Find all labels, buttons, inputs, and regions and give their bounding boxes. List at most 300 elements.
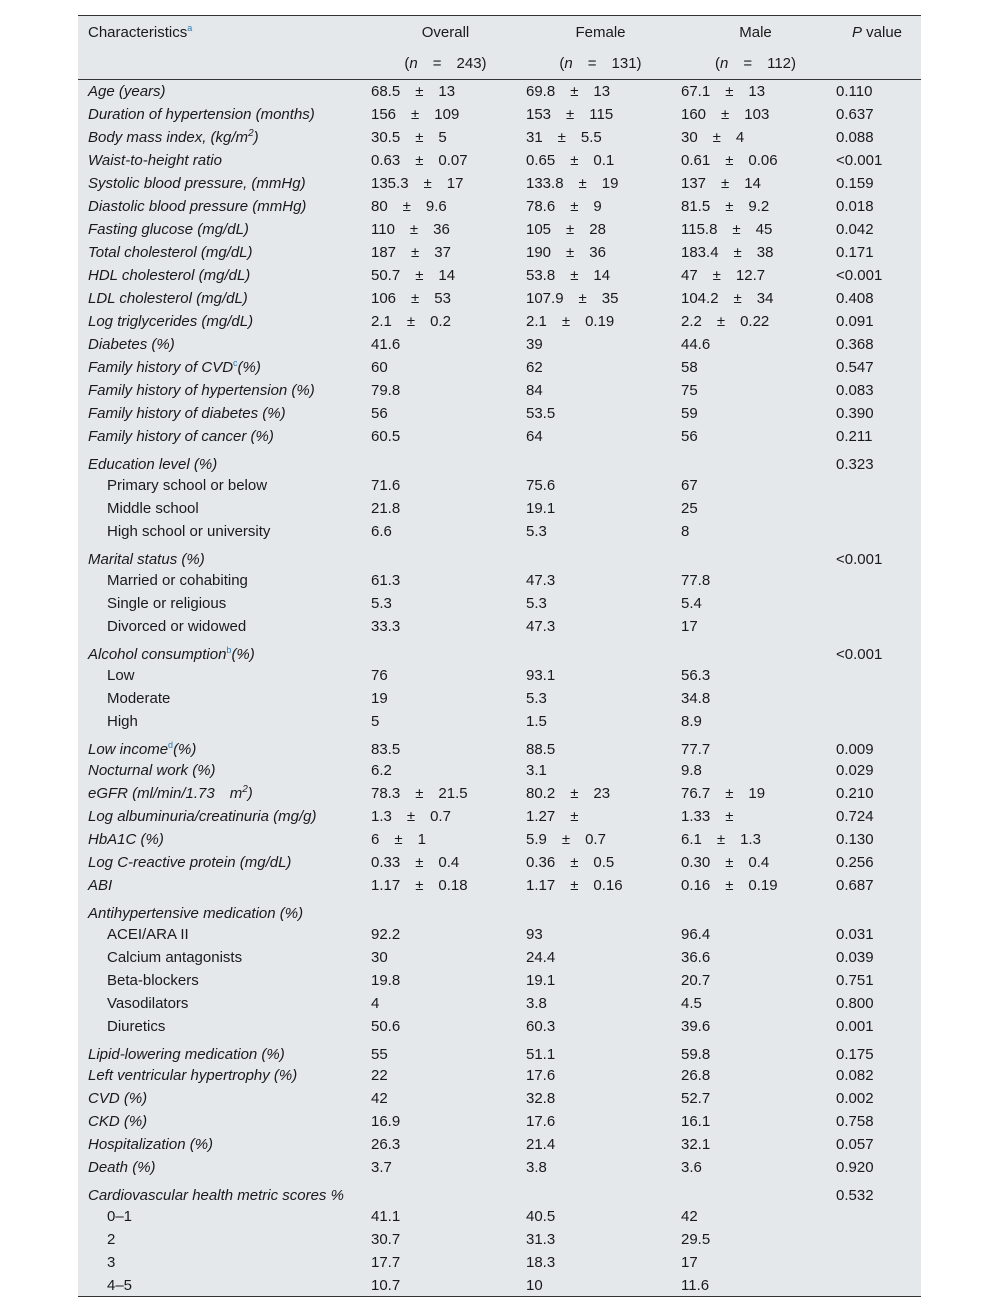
p-value-cell: <0.001 <box>836 646 883 663</box>
male-cell: 9.8 <box>681 762 702 779</box>
overall-cell: 55 <box>371 1046 388 1063</box>
overall-cell: 30.5 ± 5 <box>371 129 447 146</box>
footnote-marker: 2 <box>242 784 248 795</box>
female-cell: 93.1 <box>526 667 556 684</box>
row-label: CKD (%) <box>88 1113 148 1130</box>
overall-cell: 60 <box>371 359 388 376</box>
table-row <box>78 969 921 992</box>
row-label: Family history of diabetes (%) <box>88 405 286 422</box>
female-cell: 18.3 <box>526 1254 556 1271</box>
male-header: Male <box>739 23 772 41</box>
p-value-cell: 0.687 <box>836 877 874 894</box>
male-cell: 81.5 ± 9.2 <box>681 198 770 215</box>
overall-cell: 5.3 <box>371 595 392 612</box>
male-cell: 137 ± 14 <box>681 175 761 192</box>
overall-cell: 76 <box>371 667 388 684</box>
row-label: Primary school or below <box>107 477 268 494</box>
table-row <box>78 520 921 543</box>
female-cell: 0.65 ± 0.1 <box>526 152 615 169</box>
male-cell: 0.61 ± 0.06 <box>681 152 778 169</box>
female-cell: 69.8 ± 13 <box>526 83 611 100</box>
table-row <box>78 287 921 310</box>
overall-cell: 19 <box>371 690 388 707</box>
female-cell: 17.6 <box>526 1067 556 1084</box>
table-row <box>78 592 921 615</box>
p-value-cell: 0.724 <box>836 808 874 825</box>
p-value-cell <box>833 520 921 543</box>
table-row <box>78 897 921 923</box>
table-row <box>78 1205 921 1228</box>
row-label: Vasodilators <box>107 995 189 1012</box>
overall-cell: 50.6 <box>371 1018 401 1035</box>
row-label: Beta-blockers <box>107 972 199 989</box>
female-cell: 80.2 ± 23 <box>526 785 611 802</box>
p-value-cell: 0.018 <box>836 198 874 215</box>
table-row <box>78 733 921 759</box>
row-label: Total cholesterol (mg/dL) <box>88 244 253 261</box>
female-cell: 190 ± 36 <box>526 244 606 261</box>
row-label: Fasting glucose (mg/dL) <box>88 221 249 238</box>
female-cell: 64 <box>526 428 543 445</box>
female-cell: 39 <box>526 336 543 353</box>
male-cell: 36.6 <box>681 949 711 966</box>
row-label: Diabetes (%) <box>88 336 175 353</box>
p-value-cell: 0.800 <box>836 995 874 1012</box>
overall-n: (n = 243) <box>404 55 487 72</box>
p-value-cell <box>833 897 921 923</box>
overall-cell: 71.6 <box>371 477 401 494</box>
overall-cell: 60.5 <box>371 428 401 445</box>
row-label: Diastolic blood pressure (mmHg) <box>88 198 307 215</box>
row-label: Systolic blood pressure, (mmHg) <box>88 175 306 192</box>
female-cell <box>523 543 678 569</box>
overall-cell: 68.5 ± 13 <box>371 83 456 100</box>
overall-cell: 156 ± 109 <box>371 106 460 123</box>
footnote-marker: 2 <box>248 128 254 139</box>
row-label: Middle school <box>107 500 199 517</box>
table-row <box>78 874 921 897</box>
p-value-cell: 0.057 <box>836 1136 874 1153</box>
row-label: Death (%) <box>88 1159 156 1176</box>
overall-cell: 1.3 ± 0.7 <box>371 808 451 825</box>
header-n-row <box>78 48 921 80</box>
male-cell: 59 <box>681 405 698 422</box>
table-row <box>78 664 921 687</box>
table-row <box>78 1156 921 1179</box>
p-value-cell: 0.082 <box>836 1067 874 1084</box>
table-header <box>78 16 921 80</box>
table-row <box>78 474 921 497</box>
female-cell: 53.8 ± 14 <box>526 267 611 284</box>
female-cell: 1.5 <box>526 713 547 730</box>
p-value-cell <box>833 615 921 638</box>
overall-cell: 22 <box>371 1067 388 1084</box>
p-value-cell <box>833 710 921 733</box>
overall-cell: 6.2 <box>371 762 392 779</box>
p-value-cell: <0.001 <box>836 152 883 169</box>
female-cell: 105 ± 28 <box>526 221 606 238</box>
overall-cell: 17.7 <box>371 1254 401 1271</box>
female-cell: 47.3 <box>526 572 556 589</box>
female-cell: 84 <box>526 382 543 399</box>
female-cell: 1.27 ± <box>526 808 579 825</box>
male-cell: 77.8 <box>681 572 711 589</box>
table-row <box>78 1179 921 1205</box>
male-cell: 56 <box>681 428 698 445</box>
p-value-cell <box>833 1205 921 1228</box>
male-cell: 104.2 ± 34 <box>681 290 774 307</box>
p-value-cell: 0.210 <box>836 785 874 802</box>
table-row <box>78 851 921 874</box>
p-value-cell: 0.408 <box>836 290 874 307</box>
male-cell: 30 ± 4 <box>681 129 745 146</box>
p-value-cell: 0.159 <box>836 175 874 192</box>
p-value-cell: <0.001 <box>836 551 883 568</box>
overall-cell: 1.17 ± 0.18 <box>371 877 468 894</box>
table-row <box>78 805 921 828</box>
row-label: 3 <box>107 1254 116 1271</box>
female-cell: 10 <box>526 1277 543 1294</box>
p-value-cell: 0.039 <box>836 949 874 966</box>
p-value-cell: <0.001 <box>836 267 883 284</box>
male-cell: 4.5 <box>681 995 702 1012</box>
p-value-cell: 0.751 <box>836 972 874 989</box>
male-cell: 39.6 <box>681 1018 711 1035</box>
female-cell: 3.8 <box>526 995 547 1012</box>
row-label: 4–5 <box>107 1277 133 1294</box>
male-cell: 11.6 <box>681 1277 710 1294</box>
row-label: Log albuminuria/creatinuria (mg/g) <box>88 808 317 825</box>
p-value-cell: 0.175 <box>836 1046 874 1063</box>
p-value-cell: 0.029 <box>836 762 874 779</box>
p-value-cell: 0.002 <box>836 1090 874 1107</box>
overall-cell: 4 <box>371 995 380 1012</box>
row-label: High <box>107 713 138 730</box>
row-label: 0–1 <box>107 1208 133 1225</box>
row-label: CVD (%) <box>88 1090 148 1107</box>
table-row <box>78 172 921 195</box>
overall-cell: 10.7 <box>371 1277 401 1294</box>
female-cell: 0.36 ± 0.5 <box>526 854 615 871</box>
table-row <box>78 543 921 569</box>
overall-cell: 2.1 ± 0.2 <box>371 313 451 330</box>
table-row <box>78 710 921 733</box>
table-row <box>78 569 921 592</box>
male-cell: 96.4 <box>681 926 711 943</box>
table-row <box>78 687 921 710</box>
row-label: Lipid-lowering medication (%) <box>88 1046 285 1063</box>
row-label: HbA1C (%) <box>88 831 164 848</box>
overall-cell: 42 <box>371 1090 388 1107</box>
p-value-cell: 0.009 <box>836 741 874 758</box>
p-value-cell <box>833 474 921 497</box>
row-label: Log C-reactive protein (mg/dL) <box>88 854 292 871</box>
overall-header: Overall <box>421 23 470 41</box>
row-label: HDL cholesterol (mg/dL) <box>88 267 251 284</box>
p-value-cell: 0.323 <box>836 456 874 473</box>
table-row <box>78 195 921 218</box>
row-label: Family history of hypertension (%) <box>88 382 315 399</box>
overall-cell: 0.33 ± 0.4 <box>371 854 460 871</box>
male-cell: 17 <box>681 618 698 635</box>
row-label: LDL cholesterol (mg/dL) <box>88 290 248 307</box>
table-row <box>78 497 921 520</box>
table-row <box>78 946 921 969</box>
female-cell <box>523 638 678 664</box>
female-cell: 62 <box>526 359 543 376</box>
female-cell: 60.3 <box>526 1018 556 1035</box>
row-label: Marital status (%) <box>88 551 205 568</box>
p-value-cell: 0.758 <box>836 1113 874 1130</box>
table-row <box>78 80 921 104</box>
overall-cell: 6.6 <box>371 523 392 540</box>
row-label: 2 <box>107 1231 116 1248</box>
male-cell: 25 <box>681 500 698 517</box>
table-row <box>78 310 921 333</box>
male-cell: 17 <box>681 1254 698 1271</box>
overall-cell: 61.3 <box>371 572 401 589</box>
row-label: Family history of CVD$^c$(%) <box>88 358 261 376</box>
female-cell: 107.9 ± 35 <box>526 290 619 307</box>
header-row <box>78 16 921 48</box>
table-row <box>78 1274 921 1297</box>
p-value-cell: 0.001 <box>836 1018 874 1035</box>
table-row <box>78 425 921 448</box>
footnote-marker: d <box>168 740 174 750</box>
male-cell: 47 ± 12.7 <box>681 267 766 284</box>
female-n: (n = 131) <box>559 55 642 72</box>
p-value-cell <box>833 1251 921 1274</box>
female-cell: 2.1 ± 0.19 <box>526 313 615 330</box>
overall-cell: 3.7 <box>371 1159 392 1176</box>
overall-cell: 21.8 <box>371 500 401 517</box>
p-value-cell: 0.637 <box>836 106 874 123</box>
row-label: Duration of hypertension (months) <box>88 106 315 123</box>
p-value-cell <box>833 497 921 520</box>
female-cell: 5.9 ± 0.7 <box>526 831 606 848</box>
footnote-marker: b <box>226 645 232 655</box>
male-cell: 0.30 ± 0.4 <box>681 854 770 871</box>
row-label: ACEI/ARA II <box>107 926 189 943</box>
male-cell <box>678 543 833 569</box>
table-row <box>78 1251 921 1274</box>
row-label: Moderate <box>107 690 171 707</box>
male-cell: 34.8 <box>681 690 711 707</box>
row-label: Log triglycerides (mg/dL) <box>88 313 254 330</box>
p-value-cell: 0.171 <box>836 244 874 261</box>
overall-cell: 110 ± 36 <box>371 221 450 238</box>
row-label: Married or cohabiting <box>107 572 248 589</box>
overall-cell <box>368 1179 523 1205</box>
row-label: Low <box>107 667 135 684</box>
female-cell: 19.1 <box>526 972 556 989</box>
overall-cell: 30.7 <box>371 1231 401 1248</box>
overall-cell: 16.9 <box>371 1113 401 1130</box>
table-row <box>78 992 921 1015</box>
male-cell: 5.4 <box>681 595 702 612</box>
female-cell: 21.4 <box>526 1136 556 1153</box>
male-cell: 56.3 <box>681 667 711 684</box>
overall-cell: 5 <box>371 713 380 730</box>
row-label: ABI <box>88 877 113 894</box>
overall-cell <box>368 543 523 569</box>
row-label: Diuretics <box>107 1018 166 1035</box>
table-row <box>78 333 921 356</box>
p-value-cell <box>833 687 921 710</box>
row-label: Nocturnal work (%) <box>88 762 216 779</box>
female-cell: 3.1 <box>526 762 547 779</box>
female-cell: 40.5 <box>526 1208 556 1225</box>
p-value-cell: 0.110 <box>836 83 873 100</box>
table-row <box>78 1015 921 1038</box>
row-label: Age (years) <box>88 83 166 100</box>
overall-cell: 187 ± 37 <box>371 244 451 261</box>
female-header: Female <box>575 23 626 41</box>
row-label: eGFR (ml/min/1.73 $m^2$) <box>88 784 253 802</box>
row-label: Education level (%) <box>88 456 218 473</box>
table-row <box>78 782 921 805</box>
overall-cell: 0.63 ± 0.07 <box>371 152 468 169</box>
row-label: Cardiovascular health metric scores % <box>88 1187 344 1204</box>
male-n: (n = 112) <box>714 55 796 72</box>
male-cell: 52.7 <box>681 1090 711 1107</box>
p-value-cell <box>833 1274 921 1297</box>
male-cell: 160 ± 103 <box>681 106 770 123</box>
table-row <box>78 149 921 172</box>
table-row <box>78 264 921 287</box>
female-cell: 5.3 <box>526 595 547 612</box>
p-value-cell: 0.390 <box>836 405 874 422</box>
p-value-cell: 0.256 <box>836 854 874 871</box>
male-cell <box>678 897 833 923</box>
p-value-header: P value <box>851 23 903 41</box>
female-cell: 32.8 <box>526 1090 556 1107</box>
female-cell: 47.3 <box>526 618 556 635</box>
overall-cell: 135.3 ± 17 <box>371 175 464 192</box>
overall-cell: 41.1 <box>371 1208 401 1225</box>
male-cell: 42 <box>681 1208 698 1225</box>
table-row <box>78 402 921 425</box>
row-label: Low income$^d$(%) <box>88 740 197 758</box>
table-row <box>78 759 921 782</box>
row-label: Divorced or widowed <box>107 618 247 635</box>
p-value-cell <box>833 592 921 615</box>
table-row <box>78 1110 921 1133</box>
male-cell: 75 <box>681 382 698 399</box>
p-value-cell: 0.532 <box>836 1187 874 1204</box>
overall-cell: 30 <box>371 949 388 966</box>
female-cell <box>523 448 678 474</box>
male-cell: 3.6 <box>681 1159 702 1176</box>
overall-cell: 33.3 <box>371 618 401 635</box>
overall-cell: 106 ± 53 <box>371 290 451 307</box>
p-value-cell <box>833 1228 921 1251</box>
male-cell: 29.5 <box>681 1231 711 1248</box>
female-cell: 5.3 <box>526 523 547 540</box>
overall-cell: 78.3 ± 21.5 <box>371 785 468 802</box>
female-cell <box>523 897 678 923</box>
table-row <box>78 356 921 379</box>
male-cell: 58 <box>681 359 698 376</box>
female-cell: 153 ± 115 <box>526 106 614 123</box>
table-row <box>78 1133 921 1156</box>
male-cell: 32.1 <box>681 1136 711 1153</box>
row-label: Hospitalization (%) <box>88 1136 214 1153</box>
p-value-cell: 0.042 <box>836 221 874 238</box>
female-cell: 3.8 <box>526 1159 547 1176</box>
female-cell: 19.1 <box>526 500 556 517</box>
p-value-cell: 0.920 <box>836 1159 874 1176</box>
table-row <box>78 241 921 264</box>
female-cell: 88.5 <box>526 741 556 758</box>
footnote-marker: a <box>187 22 193 33</box>
p-value-cell <box>833 664 921 687</box>
female-cell: 31 ± 5.5 <box>526 129 602 146</box>
p-value-cell: 0.083 <box>836 382 874 399</box>
p-value-cell: 0.130 <box>836 831 874 848</box>
p-value-cell <box>833 569 921 592</box>
table-row <box>78 615 921 638</box>
male-cell <box>678 448 833 474</box>
table-row <box>78 126 921 149</box>
male-cell: 8 <box>681 523 690 540</box>
overall-cell: 6 ± 1 <box>371 831 426 848</box>
overall-cell: 83.5 <box>371 741 401 758</box>
male-cell: 115.8 ± 45 <box>681 221 773 238</box>
male-cell: 0.16 ± 0.19 <box>681 877 778 894</box>
p-value-cell: 0.088 <box>836 129 874 146</box>
row-label: Single or religious <box>107 595 227 612</box>
male-cell <box>678 1179 833 1205</box>
overall-cell: 80 ± 9.6 <box>371 198 447 215</box>
row-label: Family history of cancer (%) <box>88 428 274 445</box>
p-value-cell: 0.547 <box>836 359 874 376</box>
overall-cell <box>368 897 523 923</box>
overall-cell: 41.6 <box>371 336 401 353</box>
overall-cell: 56 <box>371 405 388 422</box>
female-cell: 1.17 ± 0.16 <box>526 877 623 894</box>
table-body <box>78 80 921 1298</box>
table-row <box>78 1064 921 1087</box>
male-cell: 6.1 ± 1.3 <box>681 831 761 848</box>
female-cell: 5.3 <box>526 690 547 707</box>
characteristics-table-container <box>78 15 921 1297</box>
overall-cell <box>368 638 523 664</box>
row-label: High school or university <box>107 523 271 540</box>
male-cell: 2.2 ± 0.22 <box>681 313 770 330</box>
male-cell: 26.8 <box>681 1067 711 1084</box>
female-cell <box>523 1179 678 1205</box>
table-row <box>78 218 921 241</box>
row-label: Waist-to-height ratio <box>88 152 222 169</box>
characteristics-header: Characteristics$^a$ <box>88 22 193 41</box>
table-row <box>78 1038 921 1064</box>
female-cell: 75.6 <box>526 477 556 494</box>
female-cell: 133.8 ± 19 <box>526 175 619 192</box>
row-label: Body mass index, $(kg/m^2)$ <box>88 128 259 146</box>
female-cell: 51.1 <box>526 1046 556 1063</box>
overall-cell <box>368 448 523 474</box>
female-cell: 53.5 <box>526 405 556 422</box>
table-row <box>78 828 921 851</box>
male-cell: 44.6 <box>681 336 711 353</box>
p-value-cell: 0.031 <box>836 926 874 943</box>
female-cell: 24.4 <box>526 949 556 966</box>
male-cell: 20.7 <box>681 972 711 989</box>
table-row <box>78 638 921 664</box>
row-label: Alcohol consumption$^b$(%) <box>88 645 255 663</box>
table-row <box>78 1087 921 1110</box>
